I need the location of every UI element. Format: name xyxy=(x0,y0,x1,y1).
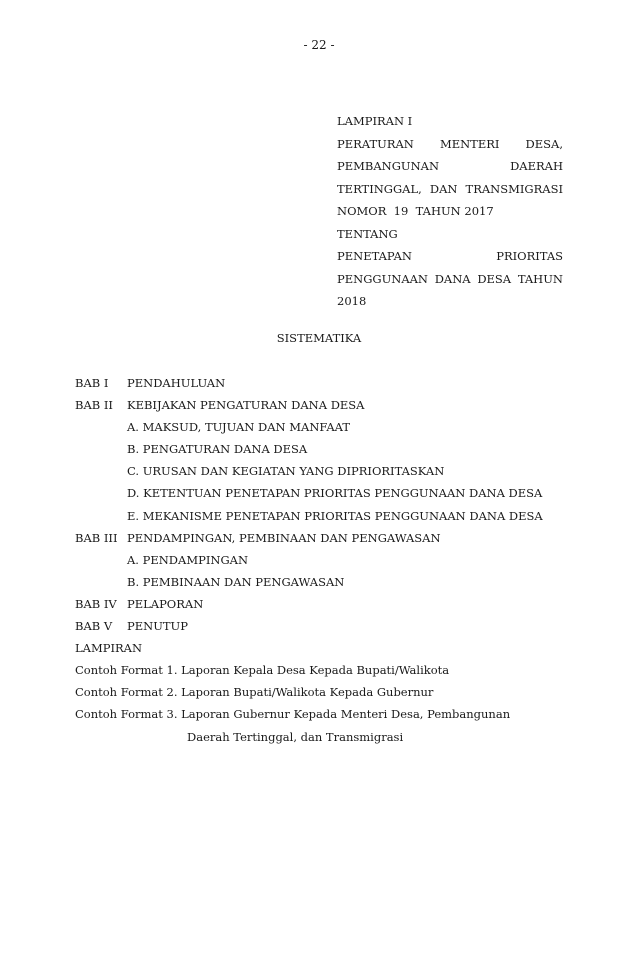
section-title: SISTEMATIKA xyxy=(276,331,362,345)
page-number: - 22 - xyxy=(303,38,335,52)
lampiran-year: 2018 xyxy=(337,294,367,308)
lampiran-label: LAMPIRAN I xyxy=(337,114,413,128)
lampiran-line-pembangunan xyxy=(337,155,563,178)
lampiran-word: MENTERI xyxy=(439,136,500,151)
lampiran-line-penggunaan xyxy=(337,268,563,291)
chapter-number: BAB III xyxy=(75,530,118,545)
lampiran-tentang: TENTANG xyxy=(337,226,398,241)
lampiran-word: PERATURAN xyxy=(337,136,414,151)
lampiran-line-tertinggal xyxy=(337,178,563,201)
toc-format-item: Contoh Format 2. Laporan Bupati/Walikota Kepada Gubernur xyxy=(75,685,434,700)
toc-subitem: C. URUSAN DAN KEGIATAN YANG DIPRIORITASKAN xyxy=(127,464,445,479)
toc-subitem: A. MAKSUD, TUJUAN DAN MANFAAT xyxy=(127,420,351,435)
toc-subitem: B. PEMBINAAN DAN PENGAWASAN xyxy=(127,574,345,589)
chapter-number: BAB I xyxy=(75,376,109,390)
lampiran-word: PRIORITAS xyxy=(496,249,563,263)
lampiran-word: TAHUN xyxy=(517,271,563,286)
chapter-number: BAB II xyxy=(75,398,113,413)
lampiran-word: DESA, xyxy=(525,136,563,151)
lampiran-word: DESA xyxy=(477,271,512,286)
toc-format-item-continuation: Daerah Tertinggal, dan Transmigrasi xyxy=(187,729,404,744)
toc-subitem: E. MEKANISME PENETAPAN PRIORITAS PENGGUNAAN DANA DESA xyxy=(127,508,543,523)
chapter-title: PELAPORAN xyxy=(127,596,204,611)
chapter-number: BAB V xyxy=(75,619,113,634)
lampiran-word: PENETAPAN xyxy=(337,249,412,263)
table-of-contents xyxy=(75,372,575,748)
lampiran-word: DAN xyxy=(429,181,458,196)
chapter-title: PENUTUP xyxy=(127,619,188,634)
toc-row-bab-2 xyxy=(75,394,575,416)
toc-row-bab-5 xyxy=(75,615,575,637)
toc-row-bab-3 xyxy=(75,527,575,549)
toc-subitem: A. PENDAMPINGAN xyxy=(127,552,249,567)
lampiran-line-penetapan xyxy=(337,245,563,268)
chapter-title: PENDAMPINGAN, PEMBINAAN DAN PENGAWASAN xyxy=(127,530,441,545)
lampiran-line-peraturan xyxy=(337,133,563,156)
toc-row-bab-4 xyxy=(75,593,575,615)
lampiran-header-block xyxy=(337,110,563,313)
lampiran-nomor: NOMOR 19 TAHUN 2017 xyxy=(337,204,494,218)
lampiran-word: TRANSMIGRASI xyxy=(465,181,563,196)
lampiran-word: DANA xyxy=(434,271,471,286)
toc-format-item: Contoh Format 3. Laporan Gubernur Kepada Menteri Desa, Pembangunan xyxy=(75,707,511,722)
chapter-number: BAB IV xyxy=(75,596,117,611)
toc-format-item: Contoh Format 1. Laporan Kepala Desa Kepada Bupati/Walikota xyxy=(75,663,450,678)
chapter-title: KEBIJAKAN PENGATURAN DANA DESA xyxy=(127,398,365,413)
lampiran-word: PEMBANGUNAN xyxy=(337,159,440,173)
lampiran-word: TERTINGGAL, xyxy=(337,181,422,196)
lampiran-word: DAERAH xyxy=(510,159,563,173)
toc-row-lampiran: LAMPIRAN xyxy=(75,641,143,656)
toc-row-bab-1 xyxy=(75,372,575,394)
chapter-title: PENDAHULUAN xyxy=(127,376,226,390)
lampiran-word: PENGGUNAAN xyxy=(337,271,428,286)
toc-subitem: B. PENGATURAN DANA DESA xyxy=(127,442,308,457)
toc-subitem: D. KETENTUAN PENETAPAN PRIORITAS PENGGUNAAN DANA DESA xyxy=(127,486,543,501)
